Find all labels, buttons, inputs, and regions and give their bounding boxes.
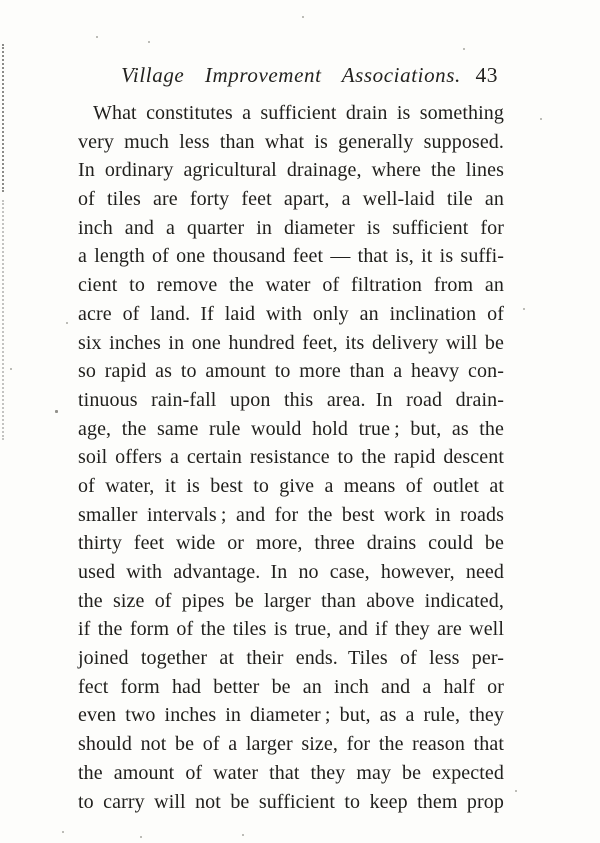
text-line: thirty feet wide or more, three drains could be <box>78 532 504 555</box>
text-line: smaller intervals ; and for the best work in roads <box>78 503 504 526</box>
scan-speck <box>96 36 98 38</box>
text-line: six inches in one hundred feet, its delivery will be <box>78 331 504 354</box>
running-header <box>78 58 504 92</box>
page-title: Village Improvement Associations. <box>121 63 461 87</box>
text-line: cient to remove the water of filtration from an <box>78 274 504 297</box>
text-line: inch and a quarter in diameter is sufficient for <box>78 216 504 239</box>
text-line: fect form had better be an inch and a half or <box>78 675 504 698</box>
text-line: soil offers a certain resistance to the rapid descent <box>78 446 504 469</box>
text-line: so rapid as to amount to more than a heavy con- <box>78 360 504 383</box>
scan-speck <box>242 834 244 836</box>
scan-edge-dashes <box>2 44 4 192</box>
text-line: age, the same rule would hold true ; but, as the <box>78 417 504 440</box>
text-line: very much less than what is generally supposed. <box>78 130 504 153</box>
scan-speck <box>10 368 12 370</box>
scan-speck <box>540 118 542 120</box>
text-line: the size of pipes be larger than above indicated, <box>78 589 504 612</box>
text-line: should not be of a larger size, for the reason that <box>78 733 504 756</box>
paragraph-first-line: What constitutes a sufficient drain is something <box>93 102 504 124</box>
scan-speck <box>62 831 64 833</box>
text-line: the amount of water that they may be expected <box>78 761 504 784</box>
scan-edge-dashes <box>2 200 4 440</box>
scan-speck <box>55 410 58 413</box>
text-line: if the form of the tiles is true, and if they are well <box>78 618 504 641</box>
scan-speck <box>515 790 517 792</box>
scan-speck <box>148 41 150 43</box>
text-line: tinuous rain-fall upon this area. In road drain- <box>78 388 504 411</box>
scan-speck <box>523 308 525 310</box>
text-line: of water, it is best to give a means of outlet at <box>78 474 504 497</box>
body-text <box>78 99 504 816</box>
scan-speck <box>302 16 304 18</box>
text-line: acre of land. If laid with only an inclination of <box>78 302 504 325</box>
text-line: In ordinary agricultural drainage, where the lines <box>78 159 504 182</box>
text-line: to carry will not be sufficient to keep them prop <box>78 790 504 813</box>
text-line: joined together at their ends. Tiles of less per- <box>78 647 504 670</box>
text-line: used with advantage. In no case, however, need <box>78 561 504 583</box>
page-number: 43 <box>475 63 498 87</box>
scan-speck <box>463 48 465 50</box>
text-line: of tiles are forty feet apart, a well-laid tile an <box>78 188 504 211</box>
scan-speck <box>66 322 68 324</box>
text-line: even two inches in diameter ; but, as a rule, they <box>78 704 504 727</box>
scan-speck <box>140 836 142 838</box>
text-line: a length of one thousand feet — that is, it is suffi- <box>78 245 504 268</box>
